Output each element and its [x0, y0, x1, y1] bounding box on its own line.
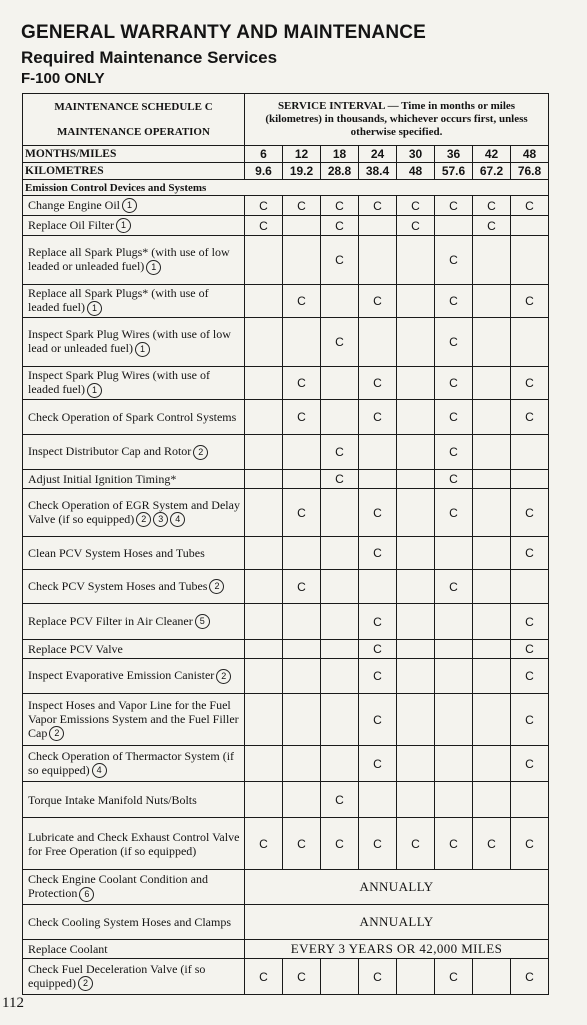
interval-cell	[511, 435, 549, 470]
section-label: Emission Control Devices and Systems	[23, 180, 549, 196]
interval-cell	[397, 318, 435, 367]
interval-cell	[283, 604, 321, 640]
interval-cell: C	[283, 285, 321, 318]
footnote-ref: 2	[193, 445, 208, 460]
kilometres-value: 67.2	[473, 163, 511, 180]
interval-cell	[397, 236, 435, 285]
model-label: F-100 ONLY	[21, 70, 105, 87]
interval-cell	[397, 959, 435, 995]
table-row	[23, 959, 549, 995]
interval-cell	[435, 659, 473, 694]
interval-cell: C	[283, 489, 321, 537]
interval-cell	[397, 470, 435, 489]
interval-cell: C	[435, 236, 473, 285]
interval-cell: C	[283, 367, 321, 400]
operation-cell	[23, 818, 245, 870]
operation-cell	[23, 318, 245, 367]
footnote-ref: 1	[87, 383, 102, 398]
interval-cell: C	[283, 818, 321, 870]
interval-cell	[245, 537, 283, 570]
interval-cell: C	[245, 818, 283, 870]
footnote-ref: 5	[195, 614, 210, 629]
interval-cell: C	[435, 435, 473, 470]
operation-text: Lubricate and Check Exhaust Control Valve for Free Operation (if so equipped)	[28, 829, 240, 858]
kilometres-value: 76.8	[511, 163, 549, 180]
operation-text: Inspect Hoses and Vapor Line for the Fuel Vapor Emissions System and the Fuel Filler Cap	[28, 697, 239, 740]
operation-cell	[23, 400, 245, 435]
interval-cell	[473, 318, 511, 367]
interval-cell: C	[435, 818, 473, 870]
interval-cell: C	[511, 537, 549, 570]
interval-cell	[435, 216, 473, 236]
interval-cell	[245, 570, 283, 604]
interval-cell: C	[397, 196, 435, 216]
interval-cell: C	[359, 746, 397, 782]
footnote-ref: 2	[78, 976, 93, 991]
interval-cell	[245, 746, 283, 782]
interval-cell	[359, 216, 397, 236]
interval-cell	[397, 659, 435, 694]
table-row	[23, 659, 549, 694]
interval-cell	[473, 236, 511, 285]
interval-cell	[245, 435, 283, 470]
interval-cell	[245, 640, 283, 659]
operation-text: Clean PCV System Hoses and Tubes	[28, 546, 205, 560]
operation-cell	[23, 216, 245, 236]
interval-cell	[321, 746, 359, 782]
table-row	[23, 640, 549, 659]
interval-cell	[473, 489, 511, 537]
interval-cell	[245, 604, 283, 640]
interval-cell	[473, 640, 511, 659]
interval-cell	[435, 537, 473, 570]
interval-cell	[245, 489, 283, 537]
table-row	[23, 470, 549, 489]
interval-cell: C	[359, 694, 397, 746]
interval-cell	[511, 318, 549, 367]
interval-cell: C	[511, 818, 549, 870]
interval-cell	[397, 400, 435, 435]
interval-cell	[359, 570, 397, 604]
interval-cell	[473, 367, 511, 400]
months-miles-value: 6	[245, 146, 283, 163]
interval-cell	[283, 694, 321, 746]
interval-cell: C	[359, 400, 397, 435]
table-row	[23, 818, 549, 870]
interval-cell: C	[359, 537, 397, 570]
table-row	[23, 782, 549, 818]
table-row	[23, 570, 549, 604]
interval-cell	[473, 470, 511, 489]
operation-text: Check Engine Coolant Condition and Protection	[28, 872, 208, 901]
table-row	[23, 489, 549, 537]
operation-text: Inspect Distributor Cap and Rotor	[28, 444, 192, 459]
footnote-ref: 1	[146, 260, 161, 275]
interval-cell	[473, 746, 511, 782]
operation-text: Check Cooling System Hoses and Clamps	[28, 915, 231, 929]
operation-cell	[23, 236, 245, 285]
operation-text: Check Fuel Deceleration Valve (if so equipped)	[28, 961, 206, 990]
interval-cell: C	[473, 216, 511, 236]
footnote-ref: 2	[49, 726, 64, 741]
interval-cell: C	[435, 470, 473, 489]
interval-cell: C	[321, 435, 359, 470]
operation-cell	[23, 435, 245, 470]
interval-cell	[321, 604, 359, 640]
interval-cell	[435, 604, 473, 640]
operation-cell	[23, 959, 245, 995]
interval-cell	[435, 746, 473, 782]
footnote-ref: 2	[209, 579, 224, 594]
interval-cell: C	[359, 489, 397, 537]
kilometres-value: 57.6	[435, 163, 473, 180]
operation-cell	[23, 782, 245, 818]
interval-cell: C	[321, 318, 359, 367]
operation-text: Replace Coolant	[28, 942, 108, 956]
operation-text: Check Operation of Spark Control Systems	[28, 410, 237, 424]
interval-cell	[283, 318, 321, 367]
interval-cell: C	[511, 196, 549, 216]
operation-cell	[23, 489, 245, 537]
interval-cell: C	[359, 196, 397, 216]
interval-cell	[283, 782, 321, 818]
interval-cell: C	[511, 640, 549, 659]
interval-cell: C	[435, 196, 473, 216]
interval-cell	[321, 694, 359, 746]
operation-cell	[23, 196, 245, 216]
table-row	[23, 604, 549, 640]
interval-cell	[473, 659, 511, 694]
interval-cell	[359, 435, 397, 470]
footnote-ref: 6	[79, 887, 94, 902]
interval-cell: C	[283, 400, 321, 435]
interval-cell: C	[511, 694, 549, 746]
operation-cell	[23, 604, 245, 640]
months-miles-value: 36	[435, 146, 473, 163]
interval-cell	[321, 285, 359, 318]
table-row	[23, 870, 549, 905]
operation-cell	[23, 694, 245, 746]
operation-text: Torque Intake Manifold Nuts/Bolts	[28, 792, 197, 807]
interval-cell: C	[359, 604, 397, 640]
operation-cell	[23, 870, 245, 905]
footnote-ref: 2	[136, 512, 151, 527]
interval-cell: C	[359, 640, 397, 659]
interval-cell	[283, 659, 321, 694]
operation-cell	[23, 537, 245, 570]
interval-cell	[245, 318, 283, 367]
table-row	[23, 694, 549, 746]
operation-text: Replace PCV Filter in Air Cleaner	[28, 613, 193, 628]
operation-header-cell	[23, 94, 245, 146]
operation-label: MAINTENANCE OPERATION	[57, 125, 210, 138]
interval-cell: C	[511, 604, 549, 640]
page-number: 112	[2, 995, 24, 1011]
operation-text: Inspect Evaporative Emission Canister	[28, 668, 215, 683]
interval-cell	[397, 435, 435, 470]
interval-span-cell: EVERY 3 YEARS OR 42,000 MILES	[245, 940, 549, 959]
interval-cell: C	[511, 489, 549, 537]
footnote-ref: 4	[170, 512, 185, 527]
interval-cell	[397, 640, 435, 659]
interval-cell: C	[435, 318, 473, 367]
interval-cell: C	[473, 818, 511, 870]
interval-cell	[245, 470, 283, 489]
interval-cell	[321, 570, 359, 604]
interval-cell: C	[283, 959, 321, 995]
interval-cell	[473, 537, 511, 570]
interval-cell	[359, 470, 397, 489]
interval-cell	[511, 782, 549, 818]
service-interval-header: SERVICE INTERVAL — Time in months or miles (kilometres) in thousands, whichever occurs first, unless otherwise specified.	[245, 94, 549, 146]
interval-cell	[245, 782, 283, 818]
operation-text: Replace PCV Valve	[28, 642, 123, 656]
months-miles-value: 30	[397, 146, 435, 163]
months-miles-value: 48	[511, 146, 549, 163]
interval-cell	[473, 285, 511, 318]
footnote-ref: 2	[216, 669, 231, 684]
interval-cell: C	[511, 367, 549, 400]
operation-cell	[23, 746, 245, 782]
interval-cell: C	[359, 367, 397, 400]
interval-cell	[283, 435, 321, 470]
interval-cell	[397, 537, 435, 570]
interval-cell: C	[397, 216, 435, 236]
operation-text: Inspect Spark Plug Wires (with use of leaded fuel)	[28, 368, 210, 397]
interval-cell	[283, 640, 321, 659]
interval-cell: C	[245, 959, 283, 995]
operation-cell	[23, 367, 245, 400]
interval-cell	[473, 782, 511, 818]
interval-cell: C	[511, 959, 549, 995]
table-row	[23, 236, 549, 285]
kilometres-value: 48	[397, 163, 435, 180]
interval-cell: C	[245, 196, 283, 216]
table-row	[23, 400, 549, 435]
operation-text: Replace Oil Filter	[28, 217, 114, 232]
interval-cell: C	[435, 400, 473, 435]
interval-cell: C	[245, 216, 283, 236]
interval-cell	[321, 659, 359, 694]
operation-cell	[23, 570, 245, 604]
operation-cell	[23, 640, 245, 659]
kilometres-value: 19.2	[283, 163, 321, 180]
interval-cell: C	[359, 659, 397, 694]
interval-cell: C	[511, 285, 549, 318]
interval-cell	[435, 782, 473, 818]
interval-cell	[321, 537, 359, 570]
interval-cell: C	[435, 570, 473, 604]
interval-cell: C	[321, 236, 359, 285]
operation-cell	[23, 659, 245, 694]
interval-cell: C	[435, 367, 473, 400]
operation-text: Replace all Spark Plugs* (with use of leaded fuel)	[28, 286, 209, 315]
interval-cell	[511, 470, 549, 489]
months-miles-value: 18	[321, 146, 359, 163]
operation-text: Inspect Spark Plug Wires (with use of low lead or unleaded fuel)	[28, 327, 231, 356]
interval-cell	[473, 400, 511, 435]
schedule-label: MAINTENANCE SCHEDULE C	[54, 100, 213, 113]
interval-cell: C	[473, 196, 511, 216]
interval-cell: C	[359, 959, 397, 995]
maintenance-schedule-table	[22, 93, 549, 995]
table-row	[23, 367, 549, 400]
interval-cell	[245, 367, 283, 400]
table-row	[23, 435, 549, 470]
interval-cell: C	[435, 959, 473, 995]
interval-cell	[245, 694, 283, 746]
table-row	[23, 905, 549, 940]
footnote-ref: 4	[92, 763, 107, 778]
interval-cell	[245, 236, 283, 285]
page-title: GENERAL WARRANTY AND MAINTENANCE	[21, 22, 427, 43]
interval-cell: C	[435, 489, 473, 537]
interval-cell	[473, 694, 511, 746]
interval-cell	[359, 236, 397, 285]
interval-cell: C	[359, 818, 397, 870]
interval-cell: C	[511, 746, 549, 782]
operation-cell	[23, 940, 245, 959]
interval-cell	[435, 694, 473, 746]
interval-cell	[283, 746, 321, 782]
interval-cell: C	[321, 470, 359, 489]
interval-cell	[245, 285, 283, 318]
interval-cell	[511, 216, 549, 236]
interval-cell	[359, 318, 397, 367]
interval-cell: C	[397, 818, 435, 870]
interval-cell	[321, 367, 359, 400]
interval-cell	[245, 659, 283, 694]
kilometres-value: 28.8	[321, 163, 359, 180]
table-row	[23, 318, 549, 367]
footnote-ref: 1	[122, 198, 137, 213]
interval-cell	[511, 570, 549, 604]
interval-cell	[397, 367, 435, 400]
interval-cell: C	[321, 216, 359, 236]
table-row	[23, 285, 549, 318]
operation-text: Check PCV System Hoses and Tubes	[28, 578, 208, 593]
interval-cell	[473, 570, 511, 604]
months-miles-value: 24	[359, 146, 397, 163]
interval-cell	[245, 400, 283, 435]
interval-cell: C	[321, 196, 359, 216]
table-row	[23, 216, 549, 236]
operation-text: Adjust Initial Ignition Timing*	[28, 472, 177, 486]
interval-cell	[321, 959, 359, 995]
footnote-ref: 3	[153, 512, 168, 527]
interval-cell: C	[435, 285, 473, 318]
interval-cell	[283, 236, 321, 285]
kilometres-value: 9.6	[245, 163, 283, 180]
interval-cell: C	[511, 400, 549, 435]
interval-cell	[397, 570, 435, 604]
interval-cell	[473, 959, 511, 995]
interval-cell: C	[321, 782, 359, 818]
interval-cell	[283, 216, 321, 236]
operation-text: Check Operation of Thermactor System (if so equipped)	[28, 748, 235, 777]
interval-cell: C	[283, 196, 321, 216]
page-subtitle: Required Maintenance Services	[21, 48, 278, 67]
operation-cell	[23, 470, 245, 489]
interval-cell	[473, 435, 511, 470]
interval-cell	[321, 640, 359, 659]
interval-cell	[283, 537, 321, 570]
months-miles-value: 42	[473, 146, 511, 163]
operation-text: Replace all Spark Plugs* (with use of low leaded or unleaded fuel)	[28, 245, 230, 274]
operation-text: Change Engine Oil	[28, 197, 120, 212]
interval-cell	[283, 470, 321, 489]
table-row	[23, 537, 549, 570]
operation-text: Check Operation of EGR System and Delay Valve (if so equipped)	[28, 497, 240, 526]
footnote-ref: 1	[116, 218, 131, 233]
interval-cell	[397, 746, 435, 782]
kilometres-label: KILOMETRES	[23, 163, 245, 180]
interval-span-cell: ANNUALLY	[245, 905, 549, 940]
interval-cell: C	[321, 818, 359, 870]
interval-cell	[397, 782, 435, 818]
table-row	[23, 746, 549, 782]
operation-cell	[23, 905, 245, 940]
interval-cell	[321, 489, 359, 537]
footnote-ref: 1	[135, 342, 150, 357]
interval-cell	[397, 489, 435, 537]
interval-cell	[397, 694, 435, 746]
interval-cell	[397, 604, 435, 640]
operation-cell	[23, 285, 245, 318]
table-row	[23, 940, 549, 959]
interval-cell: C	[283, 570, 321, 604]
interval-cell	[397, 285, 435, 318]
interval-span-cell: ANNUALLY	[245, 870, 549, 905]
interval-cell	[435, 640, 473, 659]
interval-cell	[511, 236, 549, 285]
months-miles-value: 12	[283, 146, 321, 163]
interval-cell	[473, 604, 511, 640]
interval-cell: C	[359, 285, 397, 318]
kilometres-value: 38.4	[359, 163, 397, 180]
footnote-ref: 1	[87, 301, 102, 316]
interval-cell	[321, 400, 359, 435]
interval-cell	[359, 782, 397, 818]
months-miles-label: MONTHS/MILES	[23, 146, 245, 163]
interval-cell: C	[511, 659, 549, 694]
table-row	[23, 196, 549, 216]
